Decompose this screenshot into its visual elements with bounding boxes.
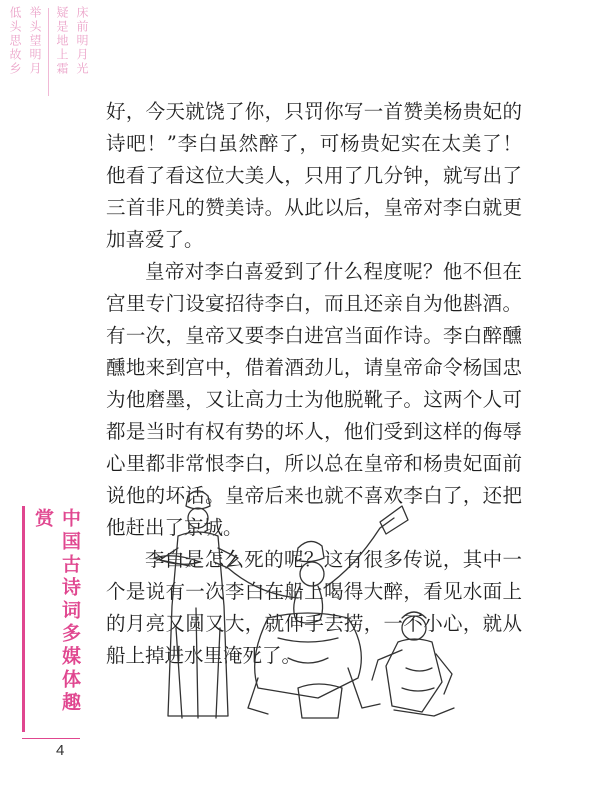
series-title: 中国古诗词多媒体趣赏: [32, 508, 81, 715]
footer-line: [22, 738, 80, 739]
poem-divider: [48, 8, 49, 96]
page-number: 4: [56, 742, 65, 759]
paragraph-1: 好，今天就饶了你，只罚你写一首赞美杨贵妃的诗吧！”李白虽然醉了，可杨贵妃实在太美了！他看了看这位大美人，只用了几分钟，就写出了三首非凡的赞美诗。从此以后，皇帝对李白就更加喜爱了。: [106, 100, 522, 251]
sidebar-accent-bar: [22, 506, 25, 732]
poem-line-3: 举头望明月: [28, 6, 42, 76]
poem-line-2: 疑是地上霜: [55, 6, 69, 76]
illustration-li-bai-icon: [148, 478, 468, 730]
series-sidebar: [22, 506, 81, 732]
paragraph-2: 皇帝对李白喜爱到了什么程度呢？他不但在宫里专门设宴招待李白，而且还亲自为他斟酒。有一次，皇帝又要李白进宫当面作诗。李白醉醺醺地来到宫中，借着酒劲儿，请皇帝命令杨国忠为他磨墨，又让高力士为他脱靴子。这两个人可都是当时有权有势的坏人，他们受到这样的侮辱心里都非常恨李白，所以总在皇帝和杨贵妃面前说他的坏话。皇帝后来也就不喜欢李白了，还把他赶出了京城。: [106, 260, 522, 539]
paragraph-3: 李白是怎么死的呢？这有很多传说，其中一个是说有一次李白在船上喝得大醉，看见水面上的月亮又圆又大，就伸手去捞，一不小心，就从船上掉进水里淹死了。: [106, 548, 522, 667]
poem-line-1: 床前明月光: [75, 6, 89, 76]
poem-line-4: 低头思故乡: [8, 6, 22, 76]
header-poem: [8, 6, 89, 96]
